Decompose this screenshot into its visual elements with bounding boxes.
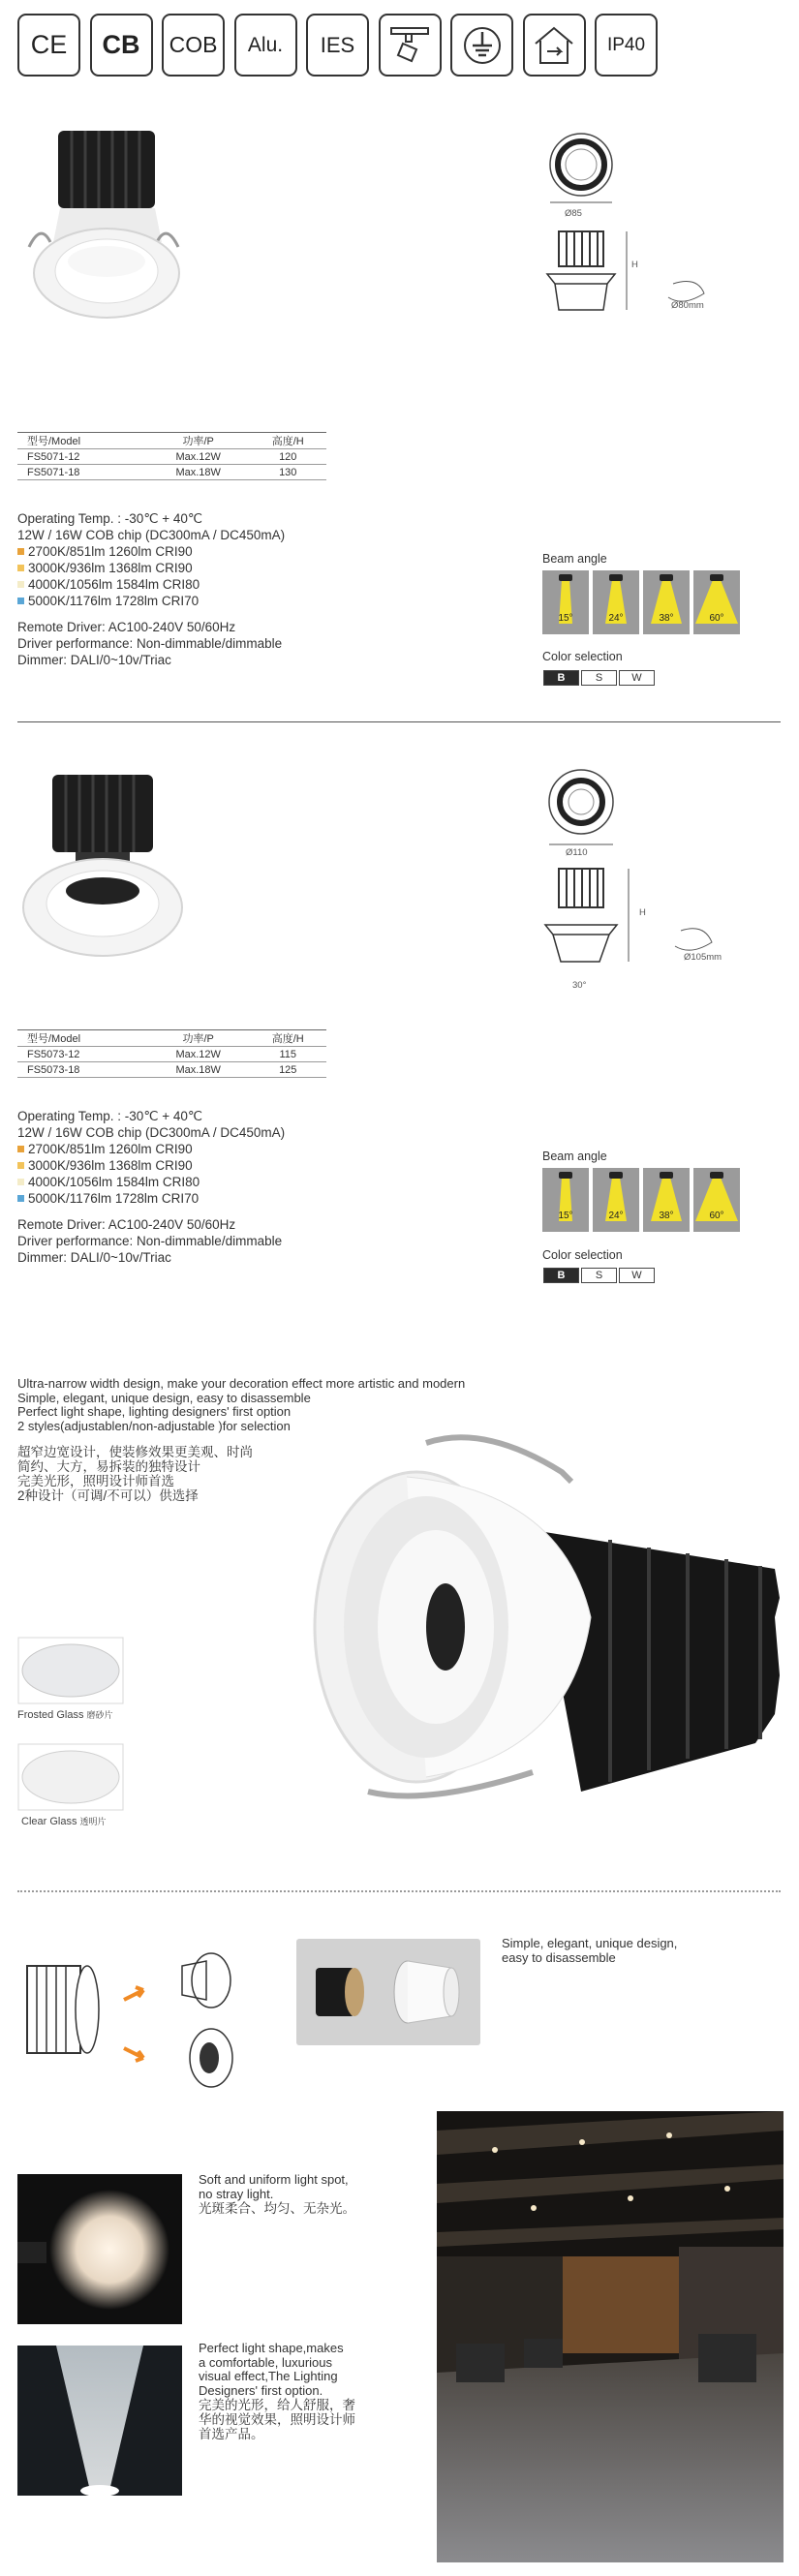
product1-diameter-label: Ø85 — [565, 208, 582, 219]
beam-angle-title: Beam angle — [542, 552, 607, 566]
beam-60: 60° — [693, 1168, 740, 1232]
disassemble-diagram — [17, 1947, 250, 2092]
cb-mark-icon: CB — [90, 14, 153, 77]
product2-specs: Operating Temp. : -30℃ + 40℃ 12W / 16W COB chip (DC300mA / DC450mA) 2700K/851lm 1260lm CRI90 3000K/936lm 1368lm CRI90 4000K/1056lm 1584lm CRI80 5000K/1176lm 1728lm CRI70 Remote Driver: AC100-240V 50/60Hz Driver performance: Non-dimmable/dimmable Dimmer: DALI/0~10v/Triac — [17, 1109, 286, 1265]
product1-cutout-label: Ø80mm — [671, 300, 704, 311]
table-row: FS5073-18 Max.18W 125 — [17, 1062, 326, 1078]
house-install-icon — [523, 14, 586, 77]
color-selection-options — [543, 670, 655, 686]
color-silver: S — [581, 670, 617, 686]
product1-dimension-drawing — [538, 131, 722, 324]
color-white: W — [619, 1268, 655, 1283]
cct-4000-swatch — [17, 581, 24, 588]
feature-text-cn: 超窄边宽设计，使装修效果更美观、时尚 简约、大方，易拆装的独特设计 完美光形，照明设计师首选 2种设计（可调/不可以）供选择 — [17, 1445, 253, 1503]
ies-mark-icon: IES — [306, 14, 369, 77]
beam-24: 24° — [593, 570, 639, 634]
ip40-mark-icon: IP40 — [595, 14, 658, 77]
frosted-glass-sample — [17, 1637, 124, 1704]
product1-specs: Operating Temp. : -30℃ + 40℃ 12W / 16W COB chip (DC300mA / DC450mA) 2700K/851lm 1260lm CRI90 3000K/936lm 1368lm CRI90 4000K/1056lm 1584lm CRI80 5000K/1176lm 1728lm CRI70 Remote Driver: AC100-240V 50/60Hz Driver performance: Non-dimmable/dimmable Dimmer: DALI/0~10v/Triac — [17, 511, 286, 667]
product1-height-label: H — [631, 260, 638, 270]
cct-2700-swatch — [17, 548, 24, 555]
disassemble-photo — [296, 1939, 480, 2045]
gym-interior-photo — [437, 2111, 784, 2562]
color-selection-options — [543, 1268, 655, 1283]
color-selection-title: Color selection — [542, 1248, 623, 1262]
beam-60: 60° — [693, 570, 740, 634]
light-shape-text: Perfect light shape,makes a comfortable, luxurious visual effect,The Lighting Designers' first option. 完美的光形，给人舒服，奢 华的视觉效果，照明设计师 首选产品。 — [199, 2341, 355, 2442]
beam-15: 15° — [542, 1168, 589, 1232]
product2-spec-table: 型号/Model 功率/P 高度/H FS5073-12 Max.12W 115 FS5073-18 Max.18W 125 — [17, 1029, 326, 1078]
color-black: B — [543, 670, 579, 686]
color-silver: S — [581, 1268, 617, 1283]
track-spotlight-icon — [379, 14, 442, 77]
cct-5000-swatch — [17, 598, 24, 604]
light-spot-photo — [17, 2174, 182, 2324]
color-white: W — [619, 670, 655, 686]
frosted-glass-label: Frosted Glass 磨砂片 — [17, 1709, 113, 1721]
ce-mark-icon: CE — [17, 14, 80, 77]
light-shape-photo — [17, 2346, 182, 2496]
disassemble-text: Simple, elegant, unique design, easy to disassemble — [502, 1936, 678, 1965]
product2-diameter-label: Ø110 — [566, 847, 588, 858]
light-spot-text: Soft and uniform light spot, no stray light. 光斑柔合、均匀、无杂光。 — [199, 2172, 355, 2217]
cob-mark-icon: COB — [162, 14, 225, 77]
table-row: FS5071-18 Max.18W 130 — [17, 465, 326, 480]
beam-angle-options — [542, 570, 740, 634]
product2-tilt-label: 30° — [572, 980, 587, 991]
clear-glass-sample — [17, 1743, 124, 1811]
beam-angle-options — [542, 1168, 740, 1232]
color-selection-title: Color selection — [542, 650, 623, 663]
color-black: B — [543, 1268, 579, 1283]
beam-38: 38° — [643, 1168, 690, 1232]
ground-symbol-icon — [450, 14, 513, 77]
feature-text-en: Ultra-narrow width design, make your decoration effect more artistic and modern Simple, elegant, unique design, easy to disassemble Perfect light shape, lighting designers' first option 2 styles(adjustablen/non-adjustable )for selection — [17, 1376, 466, 1433]
certification-row — [17, 14, 658, 77]
table-row: FS5071-12 Max.12W 120 — [17, 449, 326, 465]
aluminium-mark-icon: Alu. — [234, 14, 297, 77]
section-divider — [17, 721, 781, 722]
product1-spec-table: 型号/Model 功率/P 高度/H FS5071-12 Max.12W 120 FS5071-18 Max.18W 130 — [17, 432, 326, 480]
product2-height-label: H — [639, 907, 646, 918]
beam-38: 38° — [643, 570, 690, 634]
beam-15: 15° — [542, 570, 589, 634]
beam-angle-title: Beam angle — [542, 1150, 607, 1163]
cct-3000-swatch — [17, 565, 24, 571]
product1-photo — [21, 126, 186, 325]
product2-cutout-label: Ø105mm — [684, 952, 722, 963]
product-hero-photo — [291, 1424, 784, 1811]
clear-glass-label: Clear Glass 透明片 — [21, 1816, 107, 1827]
table-row: FS5073-12 Max.12W 115 — [17, 1047, 326, 1062]
product2-photo — [17, 770, 187, 964]
beam-24: 24° — [593, 1168, 639, 1232]
dotted-divider — [17, 1890, 781, 1892]
